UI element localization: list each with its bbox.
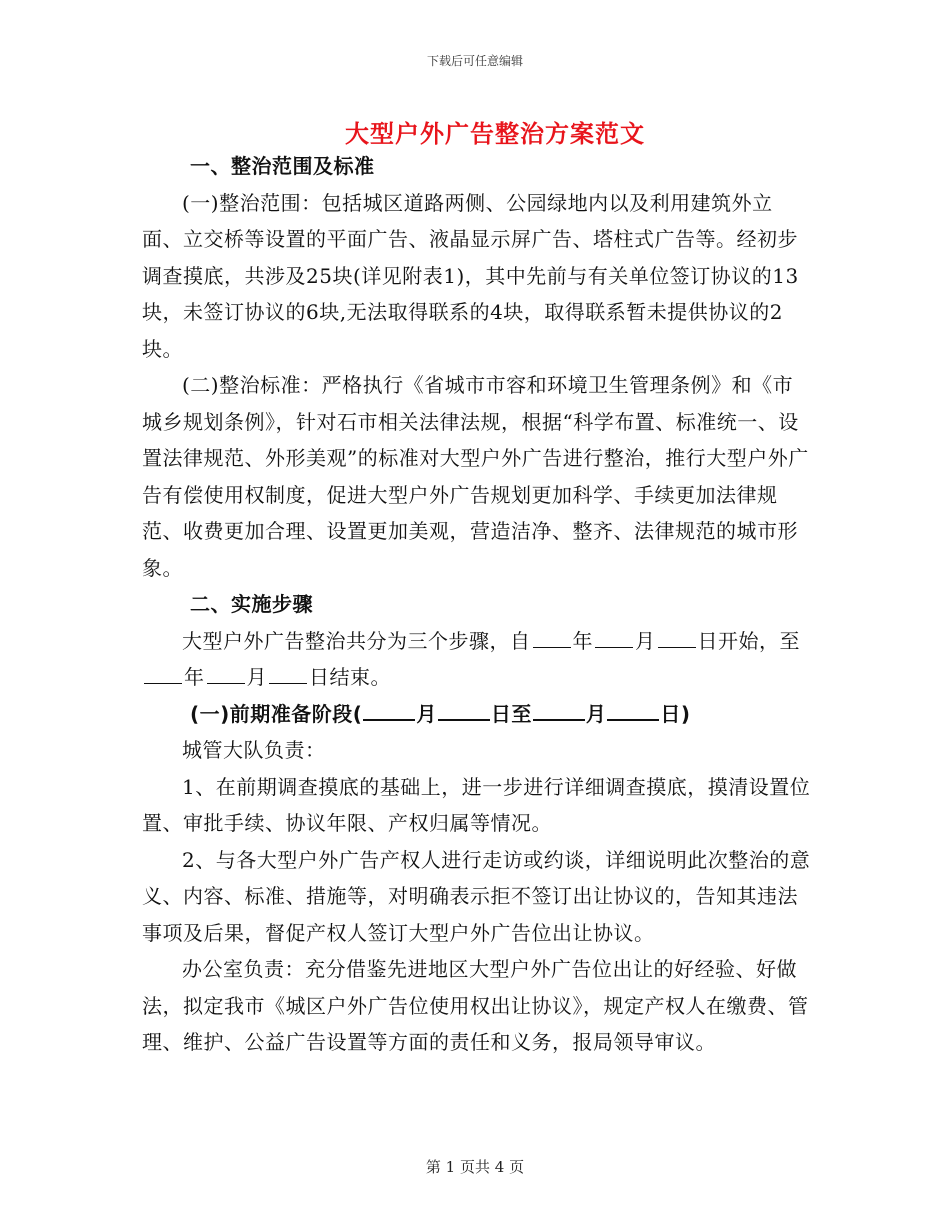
paragraph-office: 办公室负责：充分借鉴先进地区大型户外广告位出让的好经验、好做法，拟定我市《城区户外广告位使用权出让协议》，规定产权人在缴费、管理、维护、公益广告设置等方面的责任和义务，报局领导审议。 [142,957,809,1054]
paragraph-schedule: 大型户外广告整治共分为三个步骤，自 年 月 日开始，至年 月 日结束。 [142,623,812,696]
blank-line [438,699,490,721]
blank-line [269,663,307,684]
paragraph-team: 城管大队负责： [182,738,326,762]
stage-heading-1: (一)前期准备阶段( 月 日至 月 日) [142,696,812,733]
blank-line [363,699,415,721]
document-body [142,148,812,1061]
page-footer: 第 1 页共 4 页 [425,1158,525,1176]
blank-line [595,627,633,648]
section-heading-2: 二、实施步骤 [190,592,313,616]
paragraph-item-2: 2、与各大型户外广告产权人进行走访或约谈，详细说明此次整治的意义、内容、标准、措施等，对明确表示拒不签订出让协议的，告知其违法事项及后果，督促产权人签订大型户外广告位出让协议。 [142,847,811,945]
section-heading-1: 一、整治范围及标准 [190,154,375,178]
blank-line [207,663,245,684]
blank-line [533,627,571,648]
blank-line [144,663,182,684]
paragraph-standard: (二)整治标准：严格执行《省城市市容和环境卫生管理条例》和《市城乡规划条例》，针对石市相关法律法规，根据“科学布置、标准统一、设置法律规范、外形美观”的标准对大型户外广告进行整治，推行大型户外广告有偿使用权制度，促进大型户外广告规划更加科学、手续更加法律规范、收费更加合理、设置更加美观，营造洁净、整齐、法律规范的城市形象。 [142,373,809,580]
document-title: 大型户外广告整治方案范文 [345,119,645,148]
blank-line [533,699,585,721]
paragraph-item-1: 1、在前期调查摸底的基础上，进一步进行详细调查摸底，摸清设置位置、审批手续、协议年限、产权归属等情况。 [142,774,811,835]
blank-line [607,699,659,721]
paragraph-scope: (一)整治范围：包括城区道路两侧、公园绿地内以及利用建筑外立面、立交桥等设置的平面广告、液晶显示屏广告、塔柱式广告等。经初步调查摸底，共涉及25块(详见附表1)，其中先前与有关单位签订协议的13块，未签订协议的6块,无法取得联系的4块，取得联系暂未提供协议的2块。 [142,190,799,361]
blank-line [658,627,696,648]
page-header: 下载后可任意编辑 [426,54,523,68]
